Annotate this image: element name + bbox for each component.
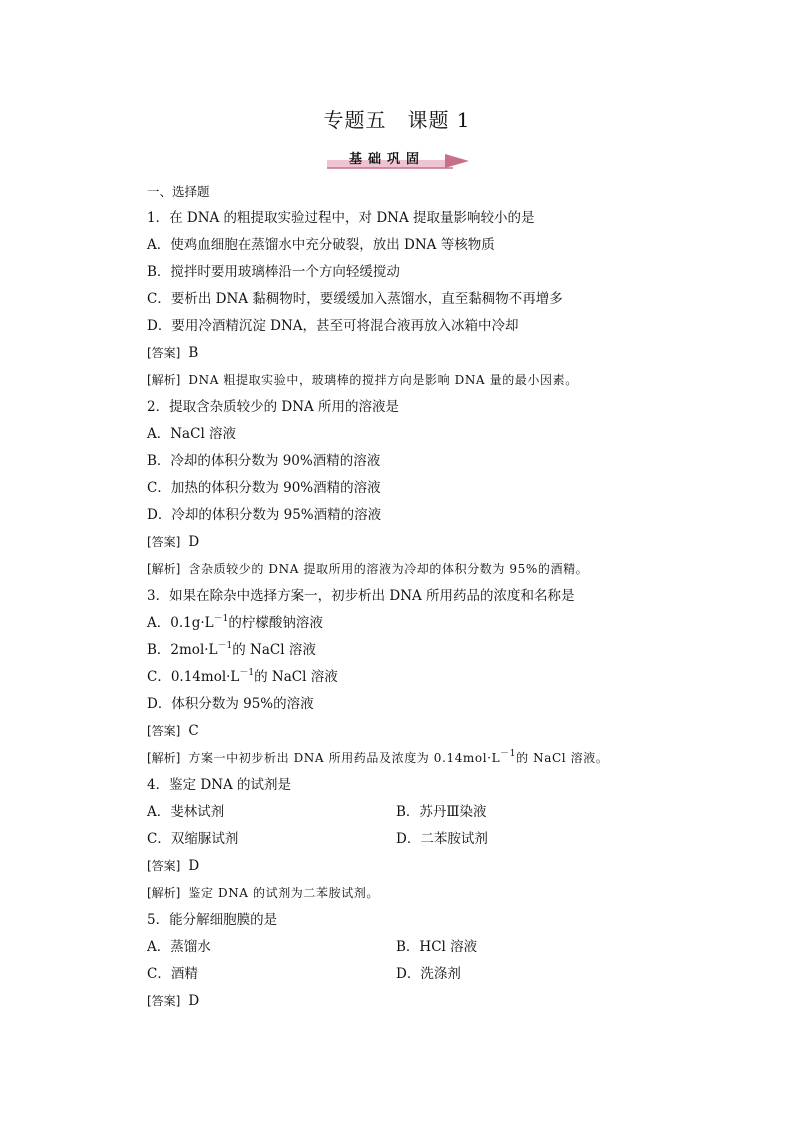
question-5-options-row-2 [147, 961, 667, 988]
section-heading: 一、选择题 [147, 184, 210, 199]
option-c-exponent: －1 [239, 668, 255, 678]
page-title: 专题五 课题 1 [323, 108, 471, 132]
option-a-exponent: －1 [213, 614, 229, 624]
question-3-answer [147, 718, 667, 745]
option-b-text: B．2mol·L [147, 642, 218, 658]
question-3-stem: 3．如果在除杂中选择方案一，初步析出 DNA 所用药品的浓度和名称是 [147, 588, 575, 604]
answer-label: [答案] [147, 724, 181, 738]
question-3-option-d: D．体积分数为 95%的溶液 [147, 696, 314, 712]
option-c-suffix: 的 NaCl 溶液 [254, 669, 338, 685]
question-2-option-b: B．冷却的体积分数为 90%酒精的溶液 [147, 453, 381, 469]
option-a-suffix: 的柠檬酸钠溶液 [228, 615, 323, 631]
answer-value: D [188, 993, 200, 1009]
explanation-text-end: 的 NaCl 溶液。 [516, 751, 609, 765]
question-5-answer [147, 988, 667, 1015]
question-2-stem: 2．提取含杂质较少的 DNA 所用的溶液是 [147, 399, 400, 415]
question-2-option-c: C．加热的体积分数为 90%酒精的溶液 [147, 480, 381, 496]
question-2-option-a: A．NaCl 溶液 [147, 426, 237, 442]
question-5-options-row-1 [147, 934, 667, 961]
answer-value: D [188, 858, 200, 874]
explanation-text [188, 751, 608, 765]
explanation-label: [解析] [147, 751, 181, 765]
answer-label: [答案] [147, 859, 181, 873]
explanation-label: [解析] [147, 562, 181, 576]
answer-value: B [188, 345, 199, 361]
question-1-option-b: B．搅拌时要用玻璃棒沿一个方向轻缓搅动 [147, 264, 400, 280]
answer-value: D [188, 534, 200, 550]
question-1-option-c: C．要析出 DNA 黏稠物时，要缓缓加入蒸馏水，直至黏稠物不再增多 [147, 291, 563, 307]
answer-value: C [188, 723, 199, 739]
question-4-explanation [147, 880, 667, 907]
question-1-answer [147, 340, 667, 367]
question-4-option-a: A．斐林试剂 [147, 804, 225, 820]
option-a-text: A．0.1g·L [147, 615, 214, 631]
explanation-label: [解析] [147, 373, 181, 387]
question-5-option-b: B．HCl 溶液 [396, 939, 478, 955]
question-4-options-row-2 [147, 826, 667, 853]
question-5-option-a: A．蒸馏水 [147, 939, 211, 955]
section-banner [327, 146, 477, 172]
explanation-text: DNA 粗提取实验中，玻璃棒的搅拌方向是影响 DNA 量的最小因素。 [188, 373, 578, 387]
question-4-option-d: D．二苯胺试剂 [396, 831, 488, 847]
question-5-option-d: D．洗涤剂 [396, 966, 461, 982]
question-2-answer [147, 529, 667, 556]
question-1-explanation [147, 367, 667, 394]
answer-label: [答案] [147, 346, 181, 360]
question-1-option-a: A．使鸡血细胞在蒸馏水中充分破裂，放出 DNA 等核物质 [147, 237, 495, 253]
question-2-explanation [147, 556, 667, 583]
explanation-text-start: 方案一中初步析出 DNA 所用药品及浓度为 0.14mol·L [188, 751, 501, 765]
explanation-label: [解析] [147, 886, 181, 900]
question-4-option-b: B．苏丹Ⅲ染液 [396, 804, 487, 820]
answer-label: [答案] [147, 535, 181, 549]
question-list [147, 178, 667, 1015]
explanation-exponent: －1 [500, 749, 517, 759]
explanation-text: 含杂质较少的 DNA 提取所用的溶液为冷却的体积分数为 95%的酒精。 [188, 562, 589, 576]
option-c-text: C．0.14mol·L [147, 669, 240, 685]
question-4-stem: 4．鉴定 DNA 的试剂是 [147, 777, 292, 793]
question-3-explanation [147, 745, 667, 772]
question-5-stem: 5．能分解细胞膜的是 [147, 912, 278, 928]
question-2-option-d: D．冷却的体积分数为 95%酒精的溶液 [147, 507, 382, 523]
explanation-text: 鉴定 DNA 的试剂为二苯胺试剂。 [188, 886, 379, 900]
question-1-option-d: D．要用冷酒精沉淀 DNA，甚至可将混合液再放入冰箱中冷却 [147, 318, 519, 334]
answer-label: [答案] [147, 994, 181, 1008]
question-5-option-c: C．酒精 [147, 966, 198, 982]
question-4-answer [147, 853, 667, 880]
option-b-exponent: －1 [217, 641, 233, 651]
question-1-stem: 1．在 DNA 的粗提取实验过程中，对 DNA 提取量影响较小的是 [147, 210, 535, 226]
question-3-option-b [147, 637, 667, 664]
banner-title: 基础巩固 [348, 152, 425, 167]
question-3-option-c [147, 664, 667, 691]
option-b-suffix: 的 NaCl 溶液 [232, 642, 316, 658]
question-4-option-c: C．双缩脲试剂 [147, 831, 239, 847]
question-3-option-a [147, 610, 667, 637]
question-4-options-row-1 [147, 799, 667, 826]
